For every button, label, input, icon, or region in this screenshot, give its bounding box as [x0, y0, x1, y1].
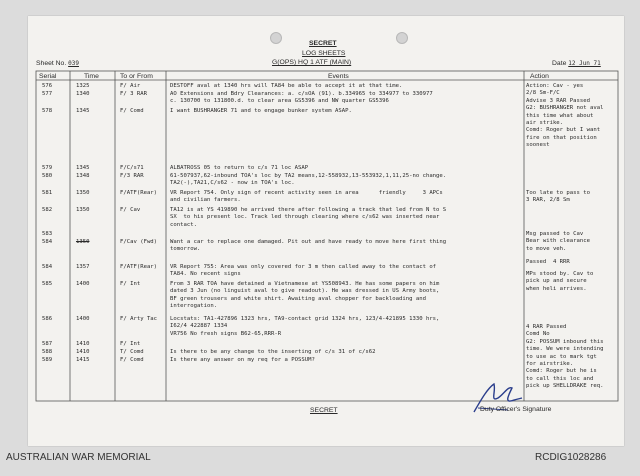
event-cell: VR Report 754. Only sign of recent activity seen in area friendly 3 APCs and civilian farmers. [170, 190, 443, 204]
event-cell: 61-507937,62-inbound TOA's loc by TA2 means,12-558932,13-553932,1,11,25-no change. TA2(-),TA21,C/s62 - now in TOA's loc. [170, 173, 447, 187]
date-label: Date [552, 60, 567, 67]
serial-cell: 576 [42, 83, 53, 89]
event-cell: AO Extensions and Bdry Clearances: a. c/sOA (91). b.334965 to 334977 to 330977 c. 130700 to 131800.d. to clear area GS5396 and NW quarter GS5396 [170, 91, 433, 105]
event-cell: I want BUSHRANGER 71 and to engage bunker system ASAP. [170, 108, 352, 114]
time-cell: 1340 [76, 91, 90, 97]
event-cell: From 3 RAR TOA have detained a Vietnamese at YS508943. He has some papers on him dated 3 Jun (no linguist aval to give readout). He was dressed in US Army boots, BF green trousers and white shirt. Awaiting aval chopper for backloading and interrogation. [170, 281, 440, 310]
time-cell: 1345 [76, 165, 90, 171]
event-cell: DESTOFF aval at 1340 hrs will TA84 be able to accept it at that time. [170, 83, 403, 89]
tofrom-cell: F/C/s71 [120, 165, 144, 171]
event-cell: Is there any answer on my req for a POSSUM? [170, 357, 315, 363]
serial-cell: 579 [42, 165, 53, 171]
archive-credit: AUSTRALIAN WAR MEMORIAL [6, 452, 151, 463]
tofrom-cell: T/ Comd [120, 349, 144, 355]
action-entry: Too late to pass to 3 RAR, 2/8 Sm [526, 190, 590, 204]
sheet-number-value: 039 [68, 60, 79, 67]
action-entry: 4 RAR Passed Comd No G2: POSSUM inbound this time. We were intending to use ac to mark tgt for airstrike. Comd: Roger but he is to call this loc and pick up SHELLDRAKE req. [526, 324, 604, 390]
time-cell: 1410 [76, 349, 90, 355]
tofrom-cell: F/ Comd [120, 108, 144, 114]
signature-label: Duty Officer's Signature [480, 406, 552, 413]
serial-cell: 582 [42, 207, 53, 213]
archive-id: RCDIG1028286 [535, 452, 607, 463]
time-cell: 1345 [76, 108, 90, 114]
tofrom-cell: F/3 RAR [120, 173, 144, 179]
serial-cell: 577 [42, 91, 53, 97]
tofrom-cell: F/ Cav [120, 207, 141, 213]
time-cell: 1325 [76, 83, 90, 89]
tofrom-cell: F/Cav (Fwd) [120, 239, 158, 245]
time-cell: 1400 [76, 281, 90, 287]
col-tofrom-header: To or From [120, 73, 153, 80]
tofrom-cell: F/ Air [120, 83, 141, 89]
serial-cell: 578 [42, 108, 53, 114]
col-time-header: Time [84, 73, 99, 80]
serial-cell: 583 [42, 231, 53, 237]
log-sheet [28, 16, 624, 446]
serial-cell: 586 [42, 316, 53, 322]
time-cell: 1400 [76, 316, 90, 322]
tofrom-cell: F/ 3 RAR [120, 91, 147, 97]
event-cell: ALBATROSS 05 to return to c/s 71 loc ASAP [170, 165, 309, 171]
time-cell: 1348 [76, 173, 90, 179]
time-cell: 1350 [76, 207, 90, 213]
event-cell: TA12 is at YS 419890 he arrived there after following a track that led from N to S SX to his present loc. Track led through clearing where c/s62 was inserted near contact. [170, 207, 447, 228]
event-cell: VR Report 755: Area was only covered for 3 m then called away to the contact of TA84. No recent signs [170, 264, 437, 278]
serial-cell: 589 [42, 357, 53, 363]
event-cell: Want a car to replace one damaged. Pit out and have ready to move here first thing tomorrow. [170, 239, 447, 253]
classification-bottom: SECRET [310, 407, 338, 414]
tofrom-cell: F/ Int [120, 341, 141, 347]
classification-top: SECRET [309, 40, 337, 47]
action-entry: MPs stood by. Cav to pick up and secure when heli arrives. [526, 271, 594, 292]
action-entry: Action: Cav - yes 2/8 Sm-F/C Advise 3 RAR Passed G2: BUSHRANGER not aval this time what about air strike. Comd: Roger but I want fire on that position soonest [526, 83, 604, 149]
serial-cell: 581 [42, 190, 53, 196]
time-cell: 1350 [76, 190, 90, 196]
tofrom-cell: F/ Comd [120, 357, 144, 363]
serial-cell: 588 [42, 349, 53, 355]
col-action-header: Action [530, 73, 549, 80]
tofrom-cell: F/ATF(Rear) [120, 190, 158, 196]
serial-cell: 584 [42, 264, 53, 270]
tofrom-cell: F/ATF(Rear) [120, 264, 158, 270]
sheet-title: LOG SHEETS [302, 50, 346, 57]
unit-name: G(OPS) HQ 1 ATF (MAIN) [272, 59, 352, 66]
action-entry: Msg passed to Cav Bear with clearance to move veh. [526, 231, 590, 252]
tofrom-cell: F/ Arty Tac [120, 316, 158, 322]
serial-cell: 580 [42, 173, 53, 179]
sheet-number-label: Sheet No. [36, 60, 67, 67]
time-cell: 1415 [76, 357, 90, 363]
time-cell: 1357 [76, 264, 90, 270]
time-cell: 1410 [76, 341, 90, 347]
col-events-header: Events [328, 73, 349, 80]
action-entry: Passed 4 RRR [526, 259, 570, 265]
tofrom-cell: F/ Int [120, 281, 141, 287]
time-cell: 1350 [76, 239, 90, 245]
event-cell: Locstats: TA1-427896 1323 hrs, TA9-contact grid 1324 hrs, 123/4-421895 1330 hrs, I62/4 422887 1334 VR756 No fresh signs B62-65,RRR-R [170, 316, 440, 337]
event-cell: Is there to be any change to the inserting of c/s 31 of c/s62 [170, 349, 376, 355]
date-value: 12 Jun 71 [568, 60, 601, 67]
serial-cell: 584 [42, 239, 53, 245]
serial-cell: 587 [42, 341, 53, 347]
col-serial-header: Serial [39, 73, 57, 80]
serial-cell: 585 [42, 281, 53, 287]
